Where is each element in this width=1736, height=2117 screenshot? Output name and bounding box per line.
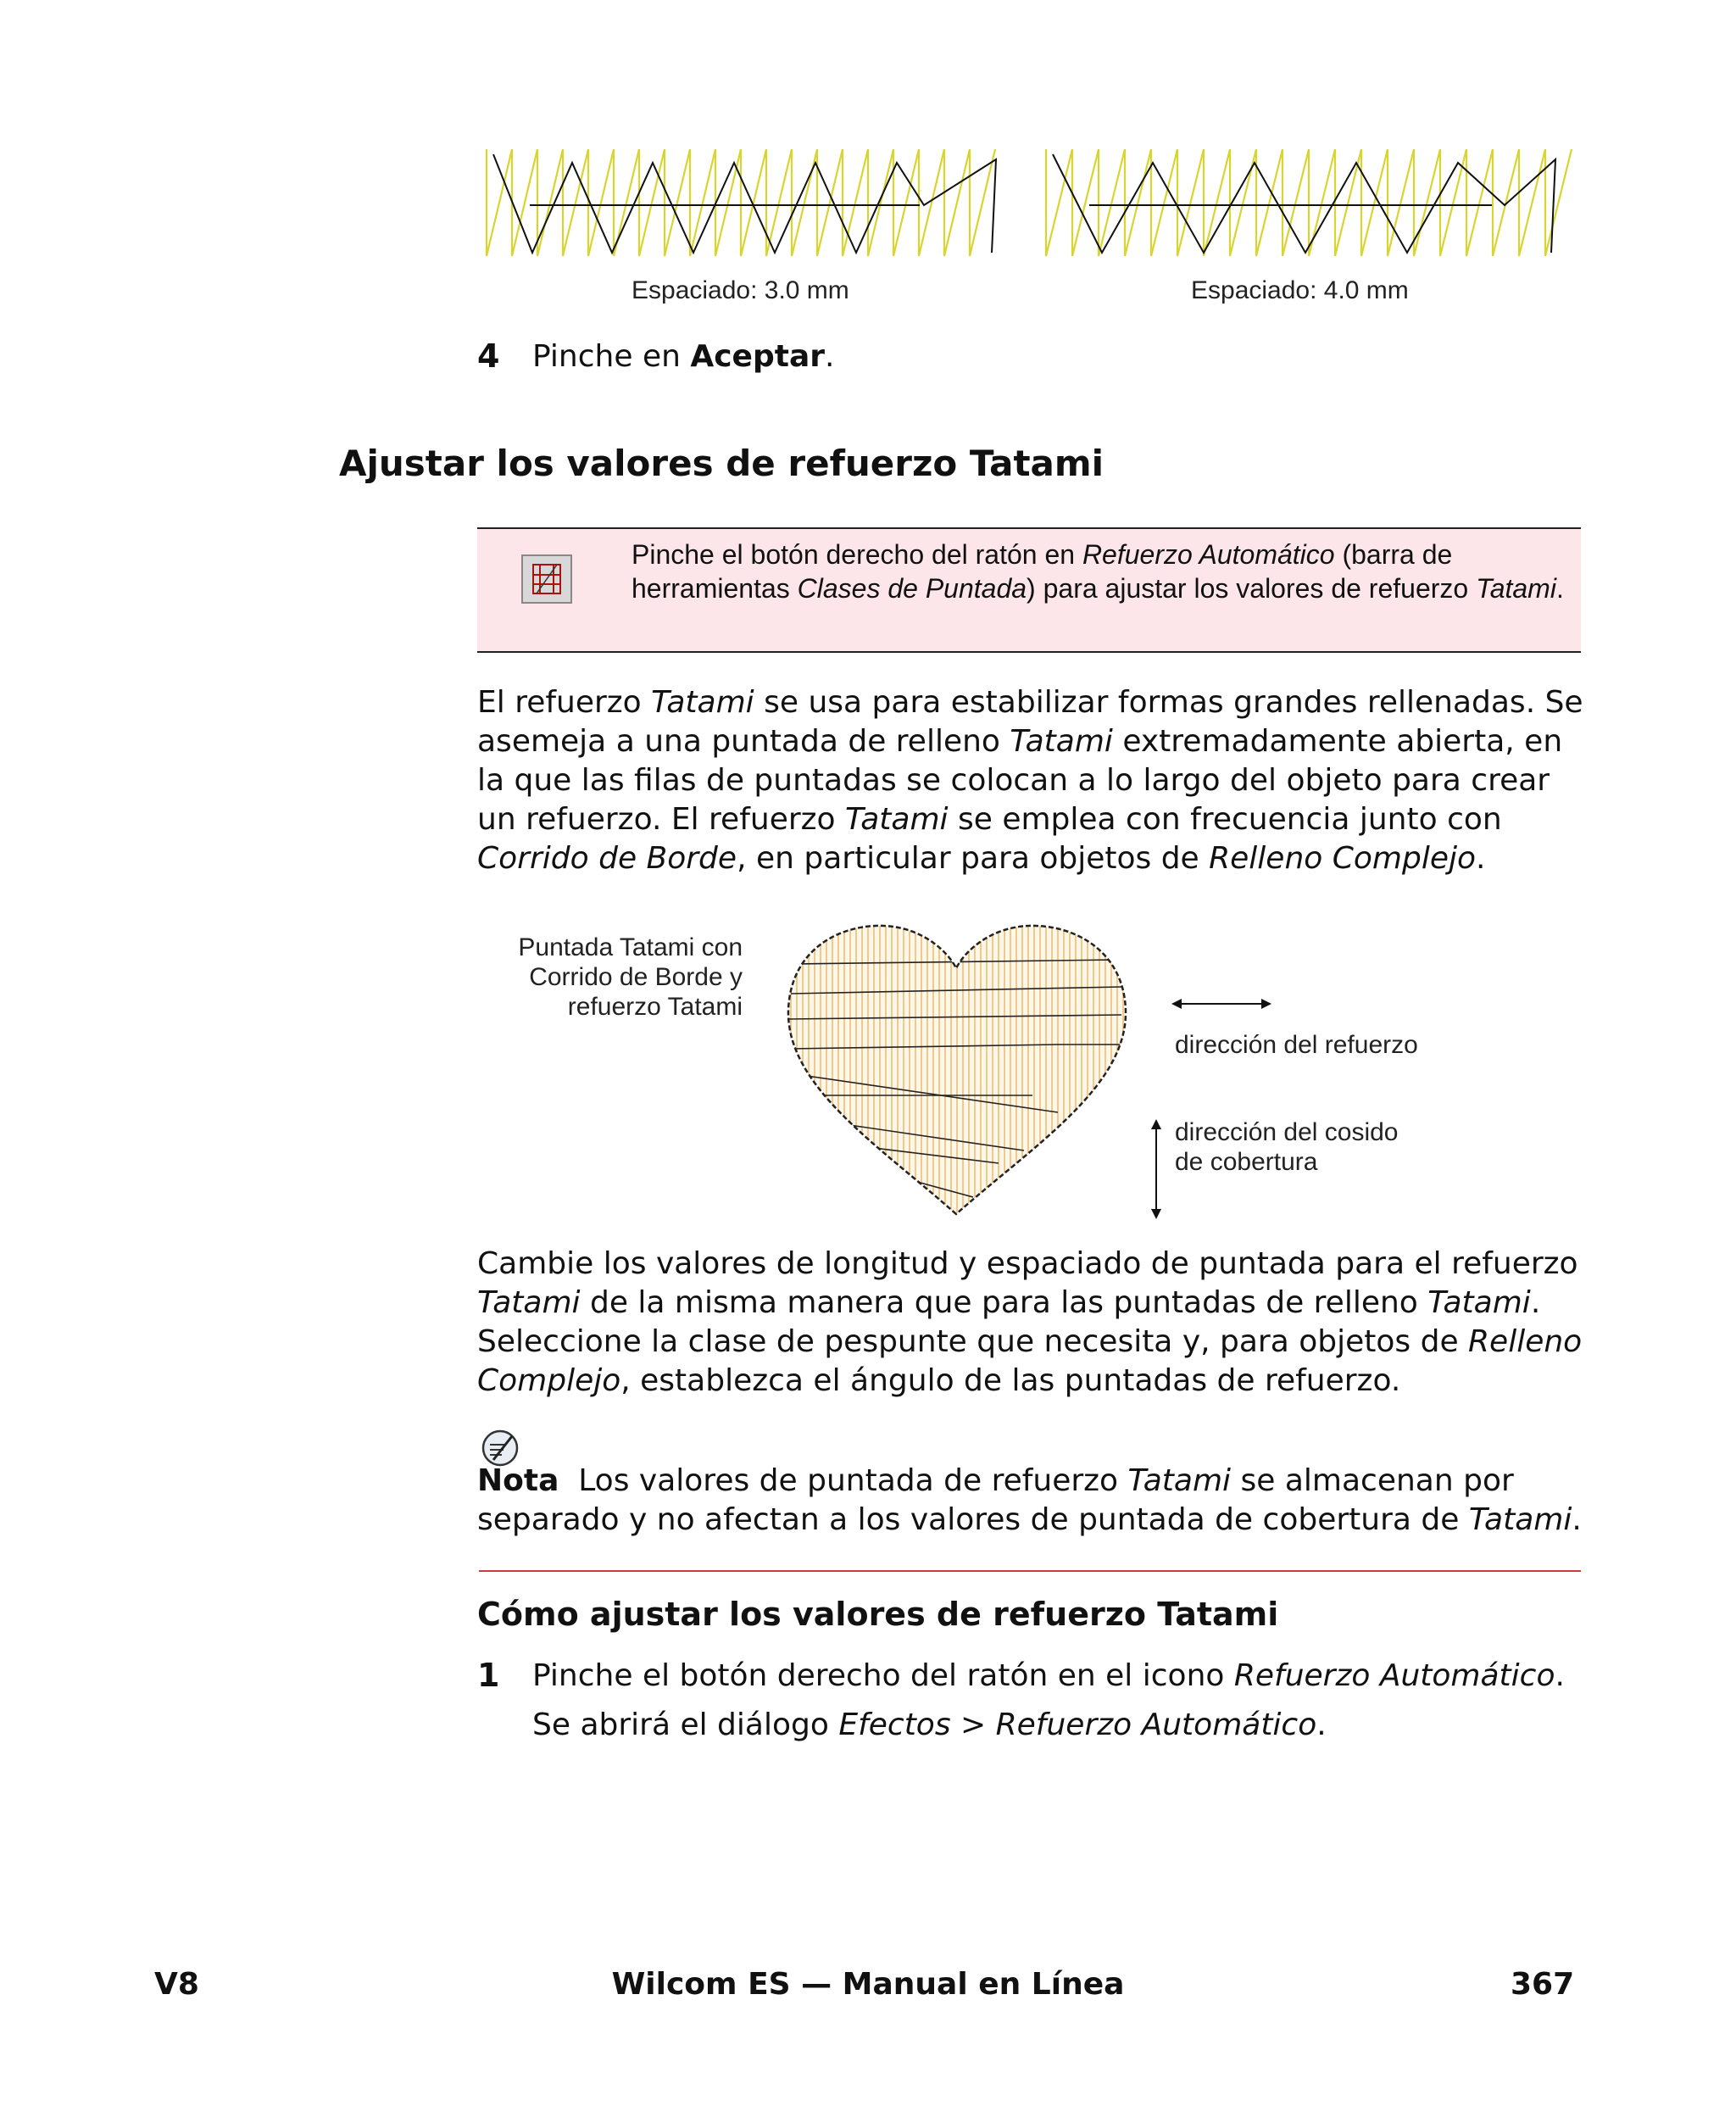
step-text: Pinche en Aceptar. [532,339,835,374]
footer-version: V8 [154,1967,199,2002]
procedure-heading: Cómo ajustar los valores de refuerzo Tatami [477,1596,1279,1633]
figure-caption-4mm: Espaciado: 4.0 mm [1191,276,1409,304]
stitch-spacing-figure-4mm [1043,144,1577,263]
step-text: Pinche el botón derecho del ratón en el icono Refuerzo Automático. [532,1658,1565,1693]
tip-text: Pinche el botón derecho del ratón en Refuerzo Automático (barra de herramientas Clases de Puntada) para ajustar los valores de refuerzo Tatami. [632,539,1564,604]
step-result-text: Se abrirá el diálogo Efectos > Refuerzo Automático. [532,1708,1327,1742]
vertical-double-arrow [1146,1117,1166,1221]
auto-underlay-icon[interactable] [521,554,572,604]
underlay-direction-label: dirección del refuerzo [1175,1031,1418,1059]
figure-caption-3mm: Espaciado: 3.0 mm [632,276,849,304]
footer-title: Wilcom ES — Manual en Línea [611,1967,1125,2002]
stitch-spacing-figure-3mm [483,144,1000,263]
note-text: Nota Los valores de puntada de refuerzo Tatami se almacenan por separado y no afectan a los valores de puntada de cobertura de Tatami. [477,1463,1582,1537]
paragraph-settings: Cambie los valores de longitud y espaciado de puntada para el refuerzo Tatami de la misma manera que para las puntadas de relleno Tatami. Seleccione la clase de pespunte que necesita y, para objetos de Relleno Complejo, establezca el ángulo de las puntadas de refuerzo. [477,1246,1583,1398]
section-divider [479,1570,1581,1572]
heart-figure-label: Puntada Tatami con Corrido de Borde y refuerzo Tatami [518,933,743,1021]
horizontal-double-arrow [1170,994,1273,1014]
step-number: 4 [477,337,500,375]
heart-stitch-figure [778,917,1134,1223]
toolbar-tip-box [477,527,1581,653]
cover-direction-label: dirección del cosido de cobertura [1175,1118,1399,1176]
section-heading: Ajustar los valores de refuerzo Tatami [339,443,1104,484]
step-number: 1 [477,1657,500,1694]
footer-page-number: 367 [1511,1967,1575,2002]
paragraph-intro: El refuerzo Tatami se usa para estabilizar formas grandes rellenadas. Se asemeja a una puntada de relleno Tatami extremadamente abierta, en la que las filas de puntadas se colocan a lo largo del objeto para crear un refuerzo. El refuerzo Tatami se emplea con frecuencia junto con Corrido de Borde, en particular para objetos de Relleno Complejo. [477,685,1583,876]
